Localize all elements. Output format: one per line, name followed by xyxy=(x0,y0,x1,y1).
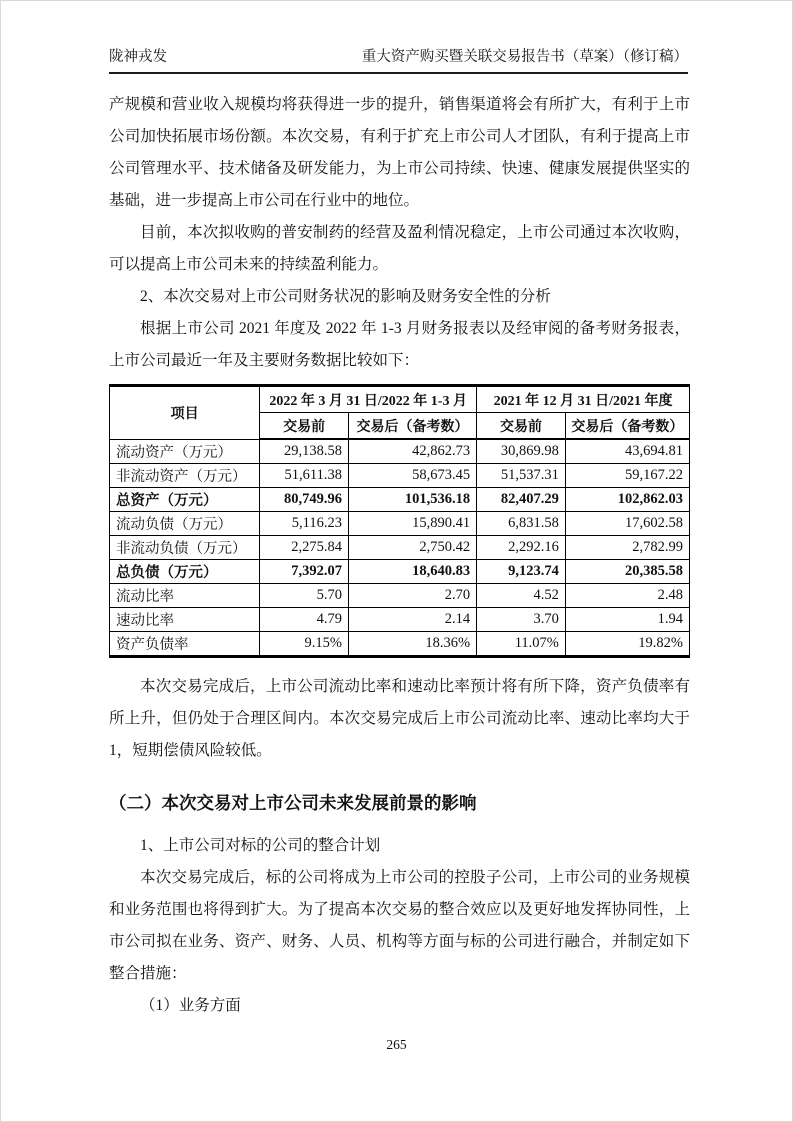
table-row-total-assets xyxy=(110,488,690,512)
row-label: 流动比率 xyxy=(110,584,260,608)
row-value: 82,407.29 xyxy=(477,488,566,512)
row-value: 18.36% xyxy=(348,632,476,657)
row-value: 58,673.45 xyxy=(348,464,476,488)
row-value: 9,123.74 xyxy=(477,560,566,584)
row-value: 19.82% xyxy=(565,632,689,657)
row-value: 101,536.18 xyxy=(348,488,476,512)
page-content xyxy=(109,89,690,1022)
row-value: 5.70 xyxy=(260,584,349,608)
row-label: 非流动负债（万元） xyxy=(110,536,260,560)
page-number: 265 xyxy=(386,1037,407,1052)
table-row xyxy=(110,464,690,488)
subsection-heading-financial-impact: 2、本次交易对上市公司财务状况的影响及财务安全性的分析 xyxy=(140,288,551,305)
col-header-pre-deal-2021: 交易前 xyxy=(477,413,566,440)
row-value: 3.70 xyxy=(477,608,566,632)
row-value: 6,831.58 xyxy=(477,512,566,536)
row-value: 2.48 xyxy=(565,584,689,608)
subsection-heading-business-aspect: （1）业务方面 xyxy=(140,997,241,1014)
row-value: 2,750.42 xyxy=(348,536,476,560)
row-value: 17,602.58 xyxy=(565,512,689,536)
paragraph-continuation: 产规模和营业收入规模均将获得进一步的提升，销售渠道将会有所扩大，有利于上市公司加快拓展市场份额。本次交易，有利于扩充上市公司人才团队，有利于提高上市公司管理水平、技术储备及研发能力，为上市公司持续、快速、健康发展提供坚实的基础，进一步提高上市公司在行业中的地位。 xyxy=(109,96,690,209)
row-value: 18,640.83 xyxy=(348,560,476,584)
row-label: 非流动资产（万元） xyxy=(110,464,260,488)
table-row xyxy=(110,608,690,632)
paragraph-integration-overview: 本次交易完成后，标的公司将成为上市公司的控股子公司，上市公司的业务规模和业务范围也将得到扩大。为了提高本次交易的整合效应以及更好地发挥协同性，上市公司拟在业务、资产、财务、人员、机构等方面与标的公司进行融合，并制定如下整合措施： xyxy=(109,869,690,982)
row-label: 流动资产（万元） xyxy=(110,439,260,464)
row-label: 流动负债（万元） xyxy=(110,512,260,536)
row-value: 2,782.99 xyxy=(565,536,689,560)
row-value: 30,869.98 xyxy=(477,439,566,464)
page-header xyxy=(109,45,688,74)
paragraph-current-status: 目前，本次拟收购的普安制药的经营及盈利情况稳定，上市公司通过本次收购，可以提高上市公司未来的持续盈利能力。 xyxy=(109,224,690,273)
subsection-heading-integration-plan: 1、上市公司对标的公司的整合计划 xyxy=(140,837,381,854)
row-value: 51,537.31 xyxy=(477,464,566,488)
col-group-2022: 2022 年 3 月 31 日/2022 年 1-3 月 xyxy=(260,386,477,413)
paragraph-table-intro: 根据上市公司 2021 年度及 2022 年 1-3 月财务报表以及经审阅的备考财务报表，上市公司最近一年及主要财务数据比较如下： xyxy=(109,320,690,369)
row-value: 2,275.84 xyxy=(260,536,349,560)
row-value: 11.07% xyxy=(477,632,566,657)
col-group-2021: 2021 年 12 月 31 日/2021 年度 xyxy=(477,386,690,413)
row-value: 5,116.23 xyxy=(260,512,349,536)
row-value: 7,392.07 xyxy=(260,560,349,584)
row-value: 1.94 xyxy=(565,608,689,632)
row-value: 2,292.16 xyxy=(477,536,566,560)
row-value: 42,862.73 xyxy=(348,439,476,464)
row-value: 51,611.38 xyxy=(260,464,349,488)
row-value: 2.14 xyxy=(348,608,476,632)
financial-comparison-table xyxy=(109,384,690,658)
row-value: 9.15% xyxy=(260,632,349,657)
row-value: 29,138.58 xyxy=(260,439,349,464)
table-row-total-liabilities xyxy=(110,560,690,584)
row-value: 4.52 xyxy=(477,584,566,608)
col-header-pre-deal-2022: 交易前 xyxy=(260,413,349,440)
table-row xyxy=(110,512,690,536)
table-row xyxy=(110,584,690,608)
row-label: 总资产（万元） xyxy=(110,488,260,512)
row-label: 资产负债率 xyxy=(110,632,260,657)
col-header-post-deal-2021: 交易后（备考数） xyxy=(565,413,689,440)
row-value: 2.70 xyxy=(348,584,476,608)
table-header-row-groups xyxy=(110,386,690,413)
table-row xyxy=(110,536,690,560)
paragraph-ratio-analysis: 本次交易完成后，上市公司流动比率和速动比率预计将有所下降，资产负债率有所上升，但仍处于合理区间内。本次交易完成后上市公司流动比率、速动比率均大于 1，短期偿债风险较低。 xyxy=(109,678,690,759)
table-row xyxy=(110,439,690,464)
section-heading-future-prospects: （二）本次交易对上市公司未来发展前景的影响 xyxy=(109,793,477,813)
row-value: 59,167.22 xyxy=(565,464,689,488)
row-value: 20,385.58 xyxy=(565,560,689,584)
col-header-post-deal-2022: 交易后（备考数） xyxy=(348,413,476,440)
row-value: 80,749.96 xyxy=(260,488,349,512)
header-report-title: 重大资产购买暨关联交易报告书（草案）（修订稿） xyxy=(361,49,688,65)
page-footer xyxy=(1,1037,792,1053)
row-value: 102,862.03 xyxy=(565,488,689,512)
row-label: 总负债（万元） xyxy=(110,560,260,584)
col-header-item: 项目 xyxy=(110,386,260,440)
row-label: 速动比率 xyxy=(110,608,260,632)
row-value: 15,890.41 xyxy=(348,512,476,536)
row-value: 4.79 xyxy=(260,608,349,632)
row-value: 43,694.81 xyxy=(565,439,689,464)
header-company-name: 陇神戎发 xyxy=(109,49,167,65)
table-row xyxy=(110,632,690,657)
